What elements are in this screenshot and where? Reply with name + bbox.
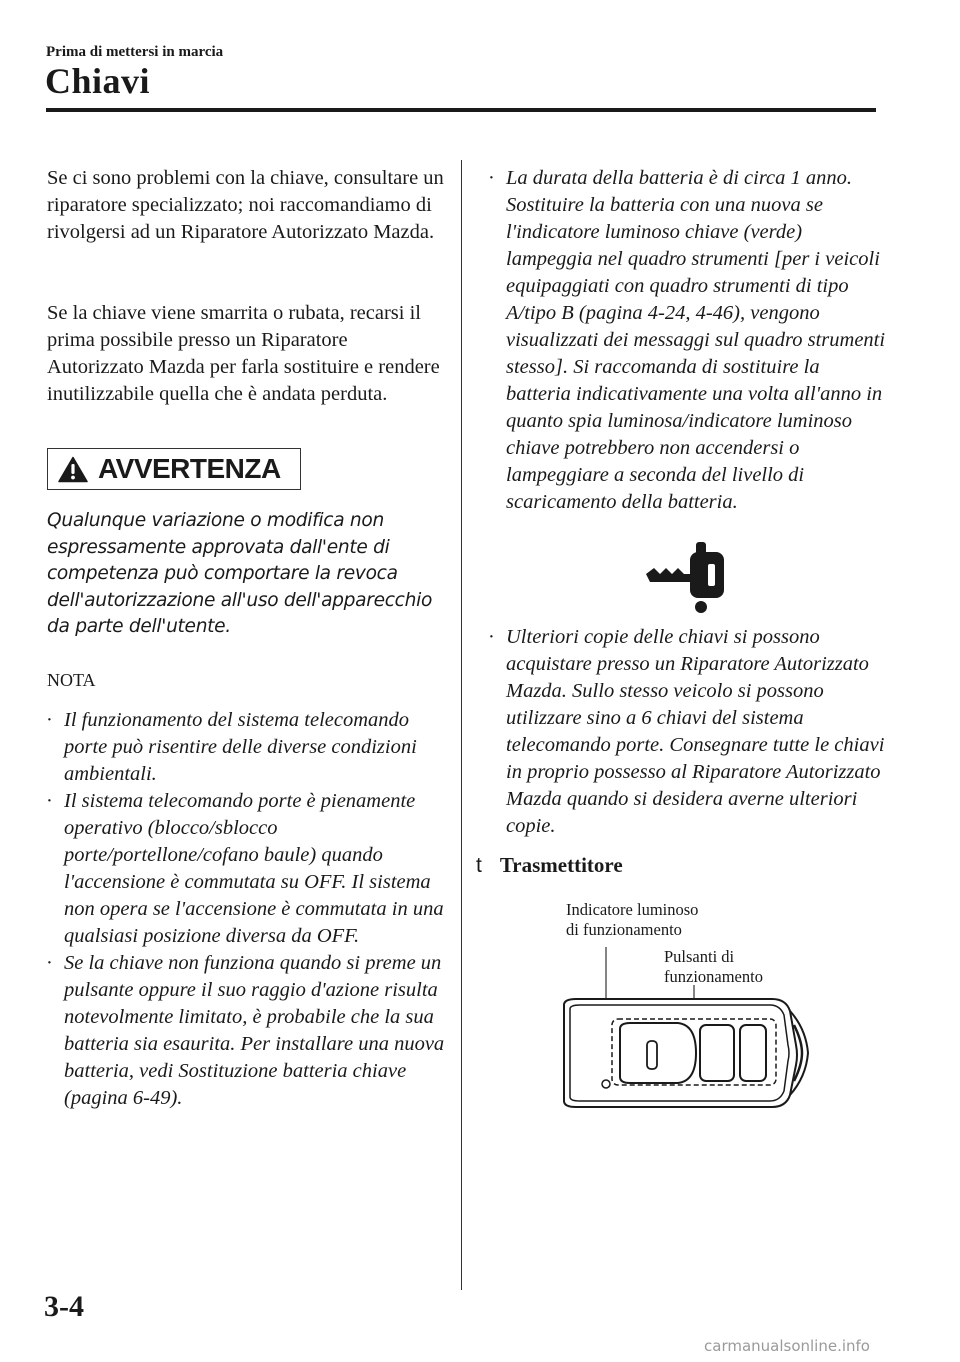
warning-triangle-icon bbox=[58, 456, 88, 483]
key-warning-indicator-icon bbox=[640, 540, 750, 616]
indicator-label: Indicatore luminoso di funzionamento bbox=[566, 900, 699, 939]
warning-text: Qualunque variazione o modifica non espressamente approvata dall'ente di competenza può comportare la revoca dell'autorizzazione all'uso dell'apparecchio da parte dell'utente. bbox=[47, 510, 433, 637]
list-item: · Il funzionamento del sistema telecomando porte può risentire delle diverse condizioni ambientali. bbox=[44, 707, 454, 788]
chapter-title: Chiavi bbox=[45, 61, 151, 101]
list-item: · Il sistema telecomando porte è pienamente operativo (blocco/sblocco porte/portellone/cofano baule) quando l'accensione è commutata su OFF. Il sistema non opera se l'accensione è commutata in una qualsiasi posizione diversa da OFF. bbox=[44, 788, 454, 950]
note-list bbox=[44, 707, 454, 1112]
lost-key-paragraph: Se la chiave viene smarrita o rubata, recarsi il prima possibile presso un Riparatore Autorizzato Mazda per farla sostituire e rendere inutilizzabile quella che è andata perduta. bbox=[47, 302, 440, 405]
note-label: NOTA bbox=[47, 670, 96, 690]
list-item: · Se la chiave non funziona quando si preme un pulsante oppure il suo raggio d'azione risulta notevolmente limitato, è probabile che la sua batteria sia esaurita. Per installare una nuova batteria, vedi Sostituzione batteria chiave (pagina 6-49). bbox=[44, 950, 454, 1112]
heading-marker: t bbox=[476, 854, 482, 877]
warning-box bbox=[47, 448, 301, 490]
transmitter-heading bbox=[476, 853, 623, 878]
transmitter-diagram bbox=[550, 945, 810, 1125]
battery-note-list bbox=[486, 165, 886, 516]
column-divider bbox=[461, 160, 462, 1290]
list-item: · La durata della batteria è di circa 1 anno. Sostituire la batteria con una nuova se l'indicatore luminoso chiave (verde) lampeggia nel quadro strumenti [per i veicoli equipaggiati con quadro strumenti di tipo A/tipo B (pagina 4-24, 4-46), vengono visualizzati dei messaggi sul quadro strumenti stesso]. Si raccomanda di sostituire la batteria indicativamente una volta all'anno in quanto spia luminosa/indicatore luminoso chiave potrebbero non accendersi o lampeggiare a seconda del livello di scaricamento della batteria. bbox=[486, 165, 886, 516]
page-number: 3-4 bbox=[44, 1290, 84, 1323]
warning-label: AVVERTENZA bbox=[98, 453, 281, 484]
heading-text: Trasmettitore bbox=[499, 853, 623, 877]
watermark: carmanualsonline.info bbox=[704, 1337, 870, 1355]
intro-paragraph: Se ci sono problemi con la chiave, consultare un riparatore specializzato; noi raccomandiamo di rivolgersi ad un Riparatore Autorizzato Mazda. bbox=[47, 167, 444, 243]
section-label: Prima di mettersi in marcia bbox=[46, 44, 224, 60]
header-rule bbox=[46, 108, 876, 112]
list-item: · Ulteriori copie delle chiavi si possono acquistare presso un Riparatore Autorizzato Mazda. Sullo stesso veicolo si possono utilizzare sino a 6 chiavi del sistema telecomando porte. Consegnare tutte le chiavi in proprio possesso al Riparatore Autorizzato Mazda quando si desidera averne ulteriori copie. bbox=[486, 624, 886, 840]
key-copies-list bbox=[486, 624, 886, 840]
buttons-label: Pulsanti di funzionamento bbox=[664, 947, 763, 986]
